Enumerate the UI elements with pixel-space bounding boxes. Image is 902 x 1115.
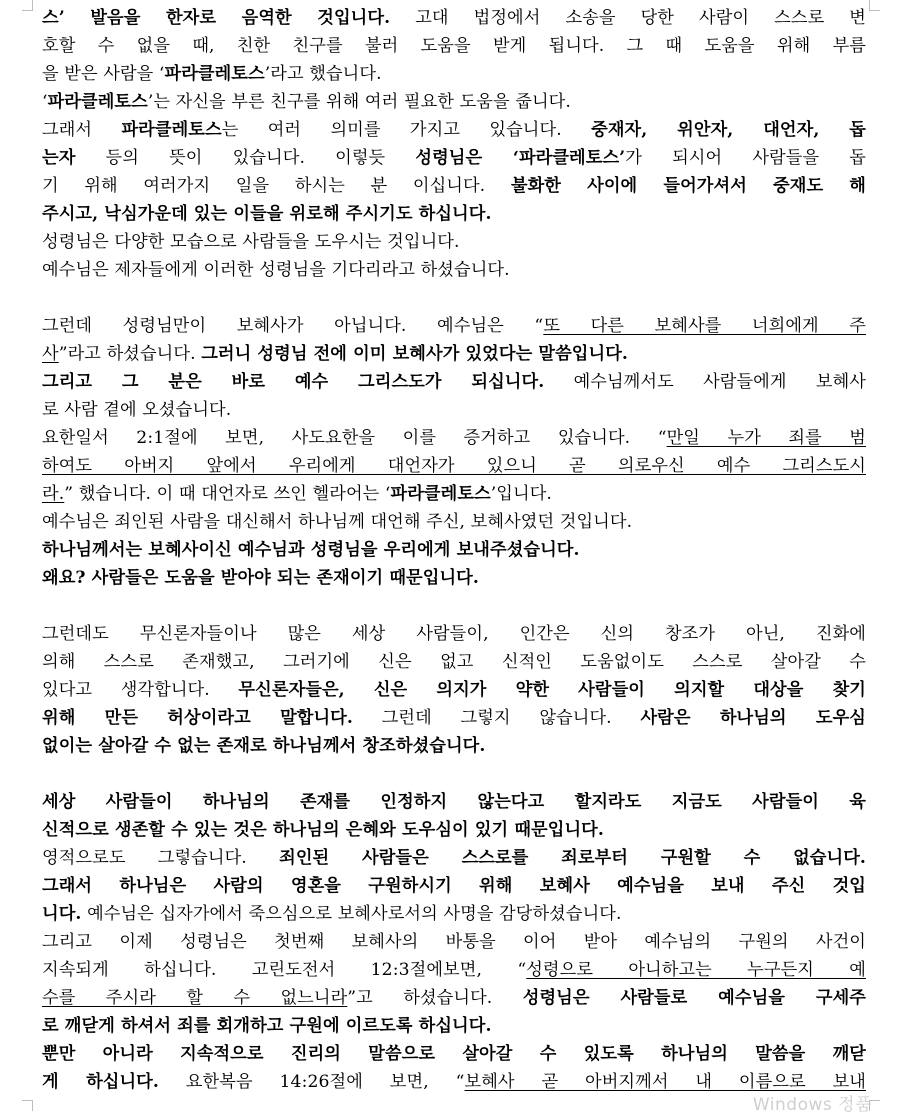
text-line (42, 536, 866, 564)
bold-text: 파라클레토스 (390, 484, 491, 504)
text-line (42, 396, 866, 424)
bold-text: 불화한 사이에 들어가셔서 중재도 해 (510, 176, 866, 196)
text-run: ” 했습니다. 이 때 대언자로 쓰인 헬라어는 ‘ (64, 484, 391, 504)
underlined-quote: 또 다른 보혜사를 너희에게 주 (543, 316, 866, 336)
text-run: 지속되게 하십니다. 고린도전서 12:3절에보면, “ (42, 960, 527, 980)
text-line (42, 340, 866, 368)
text-run: ”라고 하셨습니다. (58, 344, 202, 364)
text-line (42, 900, 866, 928)
text-line (42, 1040, 866, 1068)
text-line (42, 256, 866, 284)
text-line (42, 144, 866, 172)
bold-text: 왜요? 사람들은 도움을 받아야 되는 존재이기 때문입니다. (42, 568, 479, 588)
bold-text: 파라클레토스 (164, 64, 265, 84)
text-line (42, 172, 866, 200)
text-run: 예수님은 제자들에게 이러한 성령님을 기다리라고 하셨습니다. (42, 260, 510, 280)
text-line (42, 872, 866, 900)
bold-text: 그래서 하나님은 사람의 영혼을 구원하시기 위해 보혜사 예수님을 보내 주신 것입 (42, 876, 866, 896)
bold-text: 파라클레토스 (121, 120, 222, 140)
bold-text: 없이는 살아갈 수 없는 존재로 하나님께서 창조하셨습니다. (42, 736, 486, 756)
bold-text: 로 깨닫게 하셔서 죄를 회개하고 구원에 이르도록 하십니다. (42, 1016, 492, 1036)
underlined-quote: 하여도 아버지 앞에서 우리에게 대언자가 있으니 곧 의로우신 예수 그리스도시 (42, 456, 866, 476)
bold-text: 그러니 성령님 전에 이미 보혜사가 있었다는 말씀입니다. (201, 344, 628, 364)
text-line (42, 956, 866, 984)
bold-text: 죄인된 사람들은 스스로를 죄로부터 구원할 수 없습니다. (279, 848, 866, 868)
text-line (42, 1012, 866, 1040)
text-run: 등의 뜻이 있습니다. 이렇듯 (75, 148, 416, 168)
text-line (42, 1068, 866, 1096)
text-run: ”고 하셨습니다. (347, 988, 523, 1008)
text-line (42, 620, 866, 648)
text-run: 고대 법정에서 소송을 당한 사람이 스스로 변 (390, 8, 866, 28)
bold-text: 스’ 발음을 한자로 음역한 것입니다. (42, 8, 391, 28)
text-line (42, 424, 866, 452)
text-line (42, 648, 866, 676)
text-line (42, 732, 866, 760)
text-run: 그리고 이제 성령님은 첫번째 보혜사의 바통을 이어 받아 예수님의 구원의 사건이 (42, 932, 866, 952)
text-run: 있다고 생각합니다. (42, 680, 239, 700)
text-line (42, 368, 866, 396)
underlined-quote: 보혜사 곧 아버지께서 내 이름으로 보내 (464, 1072, 866, 1092)
text-run: 의해 스스로 존재했고, 그러기에 신은 없고 신적인 도움없이도 스스로 살아갈 수 (42, 652, 866, 672)
text-run: 영적으로도 그렇습니다. (42, 848, 280, 868)
bold-text: 신적으로 생존할 수 있는 것은 하나님의 은혜와 도우심이 있기 때문입니다. (42, 820, 604, 840)
text-run: 로 사람 곁에 오셨습니다. (42, 400, 232, 420)
bold-text: 중재자, 위안자, 대언자, 돕 (591, 120, 866, 140)
text-run: 는 여러 의미를 가지고 있습니다. (221, 120, 592, 140)
text-run: 예수님은 죄인된 사람을 대신해서 하나님께 대언해 주신, 보혜사였던 것입니다. (42, 512, 633, 532)
text-run: 요한일서 2:1절에 보면, 사도요한을 이를 증거하고 있습니다. “ (42, 428, 667, 448)
bold-text: 파라클레토스 (47, 92, 148, 112)
bold-text: 위해 만든 허상이라고 말합니다. (42, 708, 353, 728)
text-run: ‘ (42, 92, 48, 112)
bold-text: 게 하십니다. (42, 1072, 159, 1092)
text-line (42, 60, 866, 88)
underlined-quote: 라. (42, 484, 65, 504)
text-line (42, 704, 866, 732)
underlined-quote: 사 (42, 344, 59, 364)
text-line (42, 508, 866, 536)
underlined-quote: 수를 주시라 할 수 없느니라 (42, 988, 348, 1008)
bold-text: 니다. (42, 904, 82, 924)
text-run: 을 받은 사람을 ‘ (42, 64, 165, 84)
bold-text: 하나님께서는 보혜사이신 예수님과 성령님을 우리에게 보내주셨습니다. (42, 540, 580, 560)
text-line (42, 32, 866, 60)
blank-line (42, 284, 866, 312)
text-run: 성령님은 다양한 모습으로 사람들을 도우시는 것입니다. (42, 232, 460, 252)
text-run: 그런데 성령님만이 보혜사가 아닙니다. 예수님은 “ (42, 316, 544, 336)
bold-text: 주시고, 낙심가운데 있는 이들을 위로해 주시기도 하십니다. (42, 204, 492, 224)
bold-text: 그리고 그 분은 바로 예수 그리스도가 되십니다. (42, 372, 545, 392)
bold-text: 는자 (42, 148, 76, 168)
text-run: ’입니다. (490, 484, 552, 504)
document-body[interactable] (42, 4, 866, 1096)
text-line (42, 844, 866, 872)
text-line (42, 816, 866, 844)
text-run: 가 되시어 사람들을 돕 (625, 148, 866, 168)
text-run: 그래서 (42, 120, 122, 140)
text-run: 요한복음 14:26절에 보면, “ (158, 1072, 465, 1092)
text-run: 예수님께서도 사람들에게 보혜사 (544, 372, 866, 392)
text-run: ’는 자신을 부른 친구를 위해 여러 필요한 도움을 줍니다. (147, 92, 571, 112)
margin-corner-mark (22, 1100, 33, 1111)
text-run: 그런데도 무신론자들이나 많은 세상 사람들이, 인간은 신의 창조가 아닌, 진화에 (42, 624, 866, 644)
blank-line (42, 760, 866, 788)
text-run: 그런데 그렇지 않습니다. (352, 708, 641, 728)
activation-watermark: Windows 정품 (752, 1095, 872, 1115)
text-run: 호할 수 없을 때, 친한 친구를 불러 도움을 받게 됩니다. 그 때 도움을 위해 부름 (42, 36, 866, 56)
bold-text: 성령님은 사람들로 예수님을 구세주 (522, 988, 866, 1008)
text-line (42, 984, 866, 1012)
text-run: ’라고 했습니다. (264, 64, 382, 84)
text-line (42, 200, 866, 228)
margin-corner-mark (869, 0, 880, 11)
underlined-quote: 성령으로 아니하고는 누구든지 예 (526, 960, 866, 980)
text-line (42, 88, 866, 116)
bold-text: 성령님은 ‘파라클레토스’ (415, 148, 626, 168)
text-line (42, 452, 866, 480)
text-line (42, 676, 866, 704)
text-run: 예수님은 십자가에서 죽으심으로 보혜사로서의 사명을 감당하셨습니다. (81, 904, 622, 924)
underlined-quote: 만일 누가 죄를 범 (666, 428, 866, 448)
text-line (42, 116, 866, 144)
text-line (42, 4, 866, 32)
text-line (42, 312, 866, 340)
text-line (42, 564, 866, 592)
text-line (42, 480, 866, 508)
bold-text: 뿐만 아니라 지속적으로 진리의 말씀으로 살아갈 수 있도록 하나님의 말씀을 깨닫 (42, 1044, 866, 1064)
text-run: 기 위해 여러가지 일을 하시는 분 이십니다. (42, 176, 511, 196)
margin-corner-mark (22, 0, 33, 11)
blank-line (42, 592, 866, 620)
bold-text: 무신론자들은, 신은 의지가 약한 사람들이 의지할 대상을 찾기 (238, 680, 866, 700)
bold-text: 세상 사람들이 하나님의 존재를 인정하지 않는다고 할지라도 지금도 사람들이 육 (42, 792, 866, 812)
text-line (42, 788, 866, 816)
bold-text: 사람은 하나님의 도우심 (640, 708, 866, 728)
text-line (42, 928, 866, 956)
text-line (42, 228, 866, 256)
